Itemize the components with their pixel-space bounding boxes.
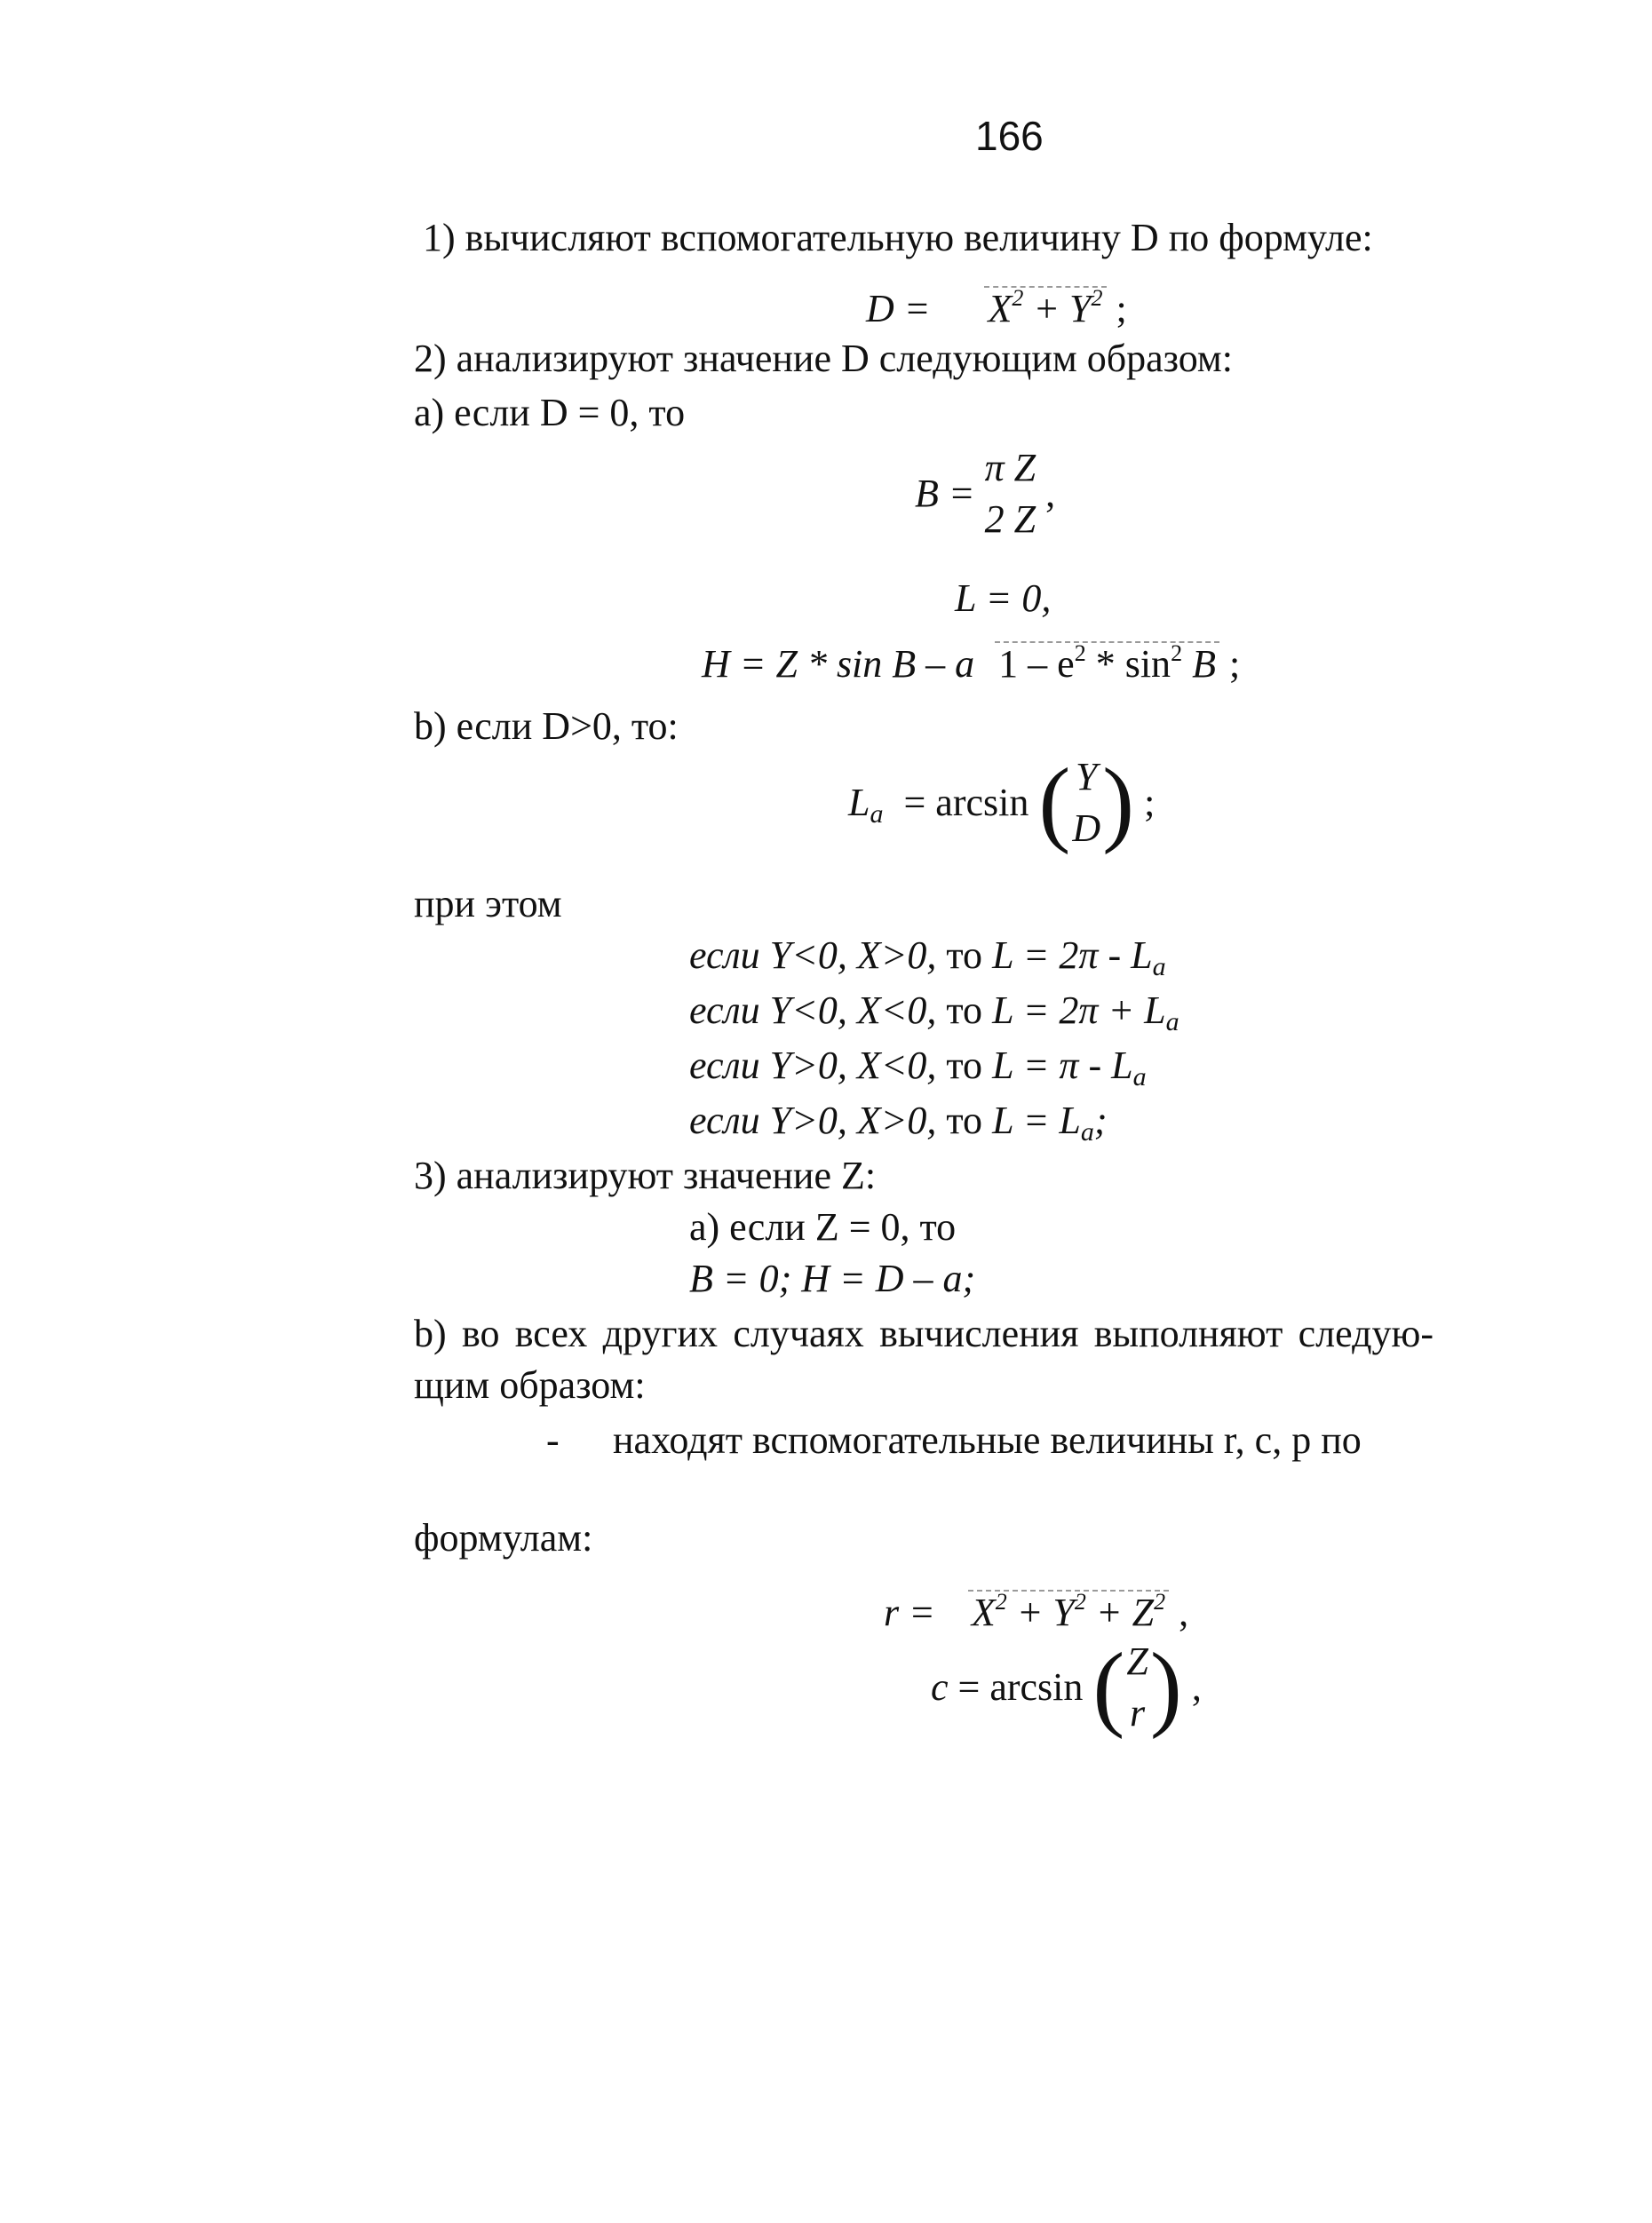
formula-c-lhs: c = arcsin [931, 1665, 1084, 1709]
formula-r-lhs: r = [884, 1591, 935, 1634]
formula-c [931, 1636, 1202, 1739]
formula-b-numerator: π Z [984, 446, 1036, 489]
step-3-b-line-2: щим образом: [414, 1363, 646, 1407]
case-a-text: а) если D = 0, то [414, 391, 686, 434]
step-3-a-text: а) если Z = 0, то [689, 1205, 957, 1249]
bullet-text: находят вспомогательные величины r, c, p по [613, 1418, 1362, 1462]
formula-r-end: , [1179, 1591, 1189, 1634]
formula-b-fraction [985, 442, 1036, 545]
condition-result: $L = 2\pi - L_a$ [992, 933, 1166, 981]
formula-la-denominator: D [1072, 806, 1101, 850]
formula-c-denominator: r [1130, 1691, 1146, 1735]
page-number: 166 [975, 113, 1044, 159]
condition-line [689, 1044, 1147, 1092]
condition-result: $L = \pi - L_a$ [992, 1044, 1147, 1092]
formula-h [702, 641, 1240, 684]
formula-b [915, 442, 1055, 545]
step-3-b-line-1: b) во всех других случаях вычисления выполняют следую- [414, 1312, 1434, 1355]
condition-then: то [946, 933, 983, 977]
condition-line [689, 988, 1179, 1036]
formula-la-end: ; [1144, 781, 1156, 824]
formula-b-denominator: 2 Z [984, 497, 1036, 541]
formula-d-end: ; [1116, 287, 1127, 330]
condition-text: если Y<0, X<0, [689, 988, 937, 1032]
condition-line [689, 1099, 1108, 1147]
formula-h-radical: $1 - e^2 * \sin^2 B$ [995, 641, 1219, 684]
formula-b-lhs: B = [915, 472, 975, 515]
formula-d-lhs: D = [866, 287, 931, 330]
formula-la-lhs: $L_a$ [848, 781, 884, 829]
step-3-text: 3) анализируют значение Z: [414, 1154, 877, 1197]
formula-la-numerator: Y [1075, 755, 1098, 798]
formula-c-paren: ( Z r ) [1092, 1634, 1182, 1740]
condition-text: если Y<0, X>0, [689, 933, 937, 977]
step-2-text: 2) анализируют значение D следующим образом: [414, 337, 1234, 380]
condition-text: если Y>0, X>0, [689, 1099, 937, 1142]
condition-then: то [946, 988, 983, 1032]
formula-h-lhs: H = Z * sin B – a [702, 642, 975, 686]
formula-c-numerator: Z [1126, 1639, 1148, 1683]
step-1-text: 1) вычисляют вспомогательную величину D по формуле: [423, 216, 1373, 259]
formula-b-end: , [1045, 472, 1056, 515]
pri-etom-text: при этом [414, 882, 562, 925]
formula-d-radical: $X^2 + Y^2$ [984, 286, 1106, 329]
bullet-dash: - [546, 1418, 560, 1462]
condition-line [689, 933, 1166, 981]
condition-then: то [946, 1099, 983, 1142]
formula-l-zero: L = 0, [955, 576, 1052, 620]
formula-h-end: ; [1228, 642, 1241, 686]
formulas-label: формулам: [414, 1516, 593, 1560]
formula-la-paren: ( Y D ) [1038, 750, 1135, 855]
formula-r [884, 1590, 1188, 1632]
condition-then: то [946, 1044, 983, 1087]
formula-d [866, 286, 1127, 329]
formula-r-radical: $X^2 + Y^2 + Z^2$ [968, 1590, 1169, 1632]
case-b-text: b) если D>0, то: [414, 704, 679, 748]
condition-result: $L = L_a$; [992, 1099, 1108, 1147]
formula-la [848, 751, 1155, 854]
condition-text: если Y>0, X<0, [689, 1044, 937, 1087]
step-3-a-formula: B = 0; H = D – a; [689, 1257, 976, 1300]
condition-result: $L = 2\pi + L_a$ [992, 988, 1179, 1036]
formula-la-eq: = arcsin [903, 781, 1029, 824]
formula-c-end: , [1191, 1665, 1202, 1709]
